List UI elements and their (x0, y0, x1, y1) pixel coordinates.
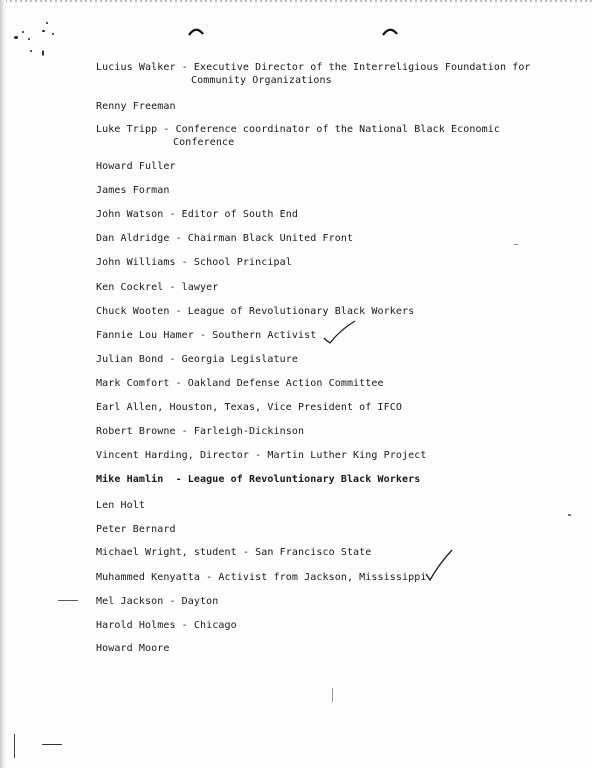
staple-mark-icon (188, 26, 204, 36)
entry-text: Mike Hamlin - League of Revoluntionary Black Workers (96, 474, 421, 485)
entry-text: Muhammed Kenyatta - Activist from Jackson, Mississippi (96, 572, 427, 583)
list-item (96, 619, 237, 632)
list-item (96, 499, 145, 512)
scan-mark (42, 744, 62, 745)
entry-text: Chuck Wooten - League of Revolutionary Black Workers (96, 306, 415, 317)
list-item (96, 377, 384, 390)
entry-text: James Forman (96, 185, 170, 196)
scan-speck (42, 50, 44, 56)
entry-text: Mark Comfort - Oakland Defense Action Committee (96, 378, 384, 389)
scan-speck (14, 36, 18, 39)
list-item (96, 208, 298, 221)
list-item (96, 184, 169, 197)
scan-speck (28, 38, 30, 40)
list-item (96, 595, 218, 608)
list-item (96, 61, 531, 74)
entry-text: Ken Cockrel - lawyer (96, 282, 219, 293)
handwritten-checkmark-icon (424, 548, 454, 582)
list-item (96, 473, 420, 486)
list-item (96, 401, 402, 414)
entry-text: Conference (173, 137, 235, 148)
entry-text: Peter Bernard (96, 524, 176, 535)
list-item (96, 256, 292, 269)
list-item (96, 546, 371, 559)
entry-text: Dan Aldridge - Chairman Black United Front (96, 233, 354, 244)
list-item (96, 160, 176, 173)
list-item (96, 449, 427, 462)
scan-speck (22, 31, 24, 33)
entry-text: Renny Freeman (96, 101, 176, 112)
entry-text: Fannie Lou Hamer - Southern Activist (96, 330, 317, 341)
list-item (96, 642, 169, 655)
list-item (96, 329, 316, 342)
entry-text: Mel Jackson - Dayton (96, 596, 219, 607)
list-item (96, 523, 176, 536)
list-item-continuation (173, 136, 234, 149)
scan-speck (42, 30, 45, 32)
scan-speck (46, 22, 48, 24)
list-item (96, 281, 218, 294)
entry-text: Len Holt (96, 500, 145, 511)
entry-text: Howard Moore (96, 643, 170, 654)
handwritten-checkmark-icon (322, 318, 356, 344)
entry-text: Luke Tripp - Conference coordinator of the National Black Economic (96, 124, 500, 135)
entry-text: John Watson - Editor of South End (96, 209, 298, 220)
entry-text: Howard Fuller (96, 161, 176, 172)
list-item (96, 123, 500, 136)
entry-text: Community Organizations (191, 75, 332, 86)
scan-mark (332, 688, 333, 702)
entry-text: John Williams - School Principal (96, 257, 292, 268)
scan-top-edge (0, 0, 592, 2)
entry-text: Michael Wright, student - San Francisco State (96, 547, 372, 558)
scan-mark (568, 514, 571, 516)
staple-mark-icon (382, 26, 398, 36)
scan-left-edge (0, 0, 6, 768)
entry-text: Harold Holmes - Chicago (96, 620, 237, 631)
scan-mark (14, 734, 15, 758)
list-item (96, 571, 427, 584)
list-item (96, 353, 298, 366)
entry-text: Lucius Walker - Executive Director of the Interreligious Foundation for (96, 62, 531, 73)
list-item (96, 100, 176, 113)
entry-text: Earl Allen, Houston, Texas, Vice President of IFCO (96, 402, 403, 413)
list-item (96, 232, 353, 245)
list-item (96, 425, 304, 438)
scan-speck (52, 33, 54, 35)
entry-text: Julian Bond - Georgia Legislature (96, 354, 298, 365)
scan-mark (514, 244, 518, 245)
list-item (96, 305, 414, 318)
scan-speck (30, 50, 32, 52)
list-item-continuation (191, 74, 332, 87)
scan-mark (58, 600, 78, 601)
entry-text: Vincent Harding, Director - Martin Luther King Project (96, 450, 427, 461)
entry-text: Robert Browne - Farleigh-Dickinson (96, 426, 305, 437)
